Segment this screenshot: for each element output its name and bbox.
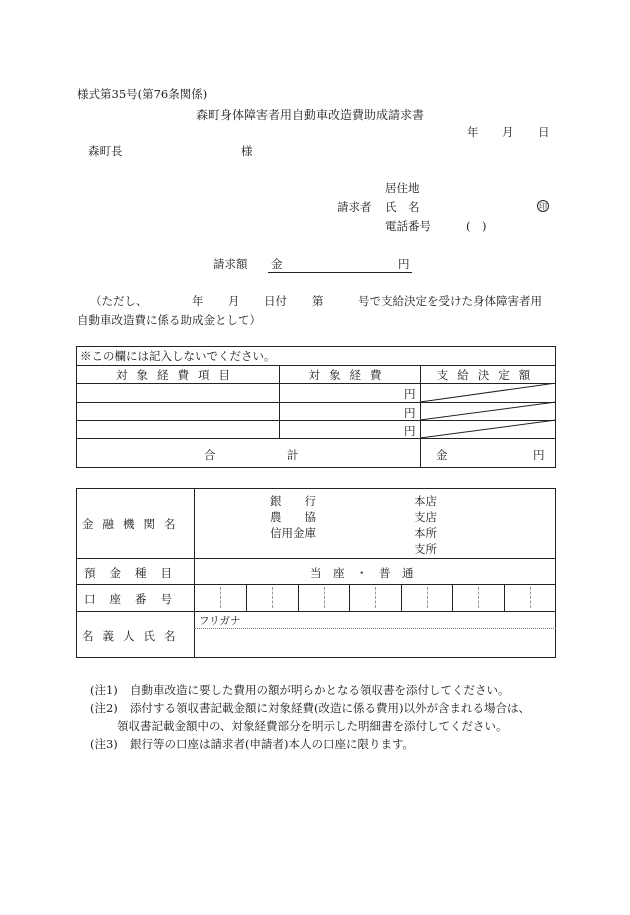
note-tag: (注1): [90, 683, 118, 697]
note-month: 月: [228, 294, 240, 308]
deposit-label: 預金種目: [84, 566, 186, 580]
bank-option: 銀 行: [270, 494, 316, 508]
note-tag: (注3): [90, 737, 118, 751]
row2-yen: 円: [404, 406, 416, 420]
col-item-header: 対象経費項目: [116, 368, 239, 382]
furigana-label: フリガナ: [199, 615, 241, 627]
page-title: 森町身体障害者用自動車改造費助成請求書: [196, 108, 425, 122]
row3-yen: 円: [404, 424, 416, 438]
note-year: 年: [192, 294, 204, 308]
total-unit: 円: [533, 448, 545, 462]
date-year-label: 年: [467, 125, 479, 139]
institution-label: 金融機関名: [82, 517, 185, 531]
head-office-option: 本店: [414, 494, 437, 508]
note-open: （ただし、: [90, 294, 148, 308]
note-text: 添付する領収書記載金額に対象経費(改造に係る費用)以外が含まれる場合は、: [130, 701, 530, 715]
claim-underline: [268, 272, 412, 273]
note-line2: 自動車改造費に係る助成金として）: [77, 313, 261, 327]
total-label-2: 計: [287, 448, 299, 462]
requester-label: 請求者: [337, 200, 372, 214]
credit-option: 信用金庫: [270, 526, 316, 540]
claim-label: 請求額: [213, 257, 248, 271]
name-label: 氏 名: [385, 200, 420, 214]
col-cost-header: 対象経費: [308, 368, 391, 382]
agri-option: 農 協: [270, 510, 316, 524]
note-number-prefix: 第: [312, 294, 324, 308]
total-label-1: 合: [204, 448, 216, 462]
date-day-label: 日: [538, 125, 550, 139]
main-office-option: 本所: [414, 526, 437, 540]
addressee: 森町長: [88, 144, 123, 158]
row1-yen: 円: [404, 387, 416, 401]
decision-diagonal-lines: [420, 383, 556, 438]
account-label: 口座番号: [84, 592, 186, 606]
phone-label: 電話番号: [385, 219, 431, 233]
furigana-divider: [194, 628, 556, 629]
col-decision-header: 支給決定額: [436, 368, 540, 382]
note-line1-tail: 号で支給決定を受けた身体障害者用: [358, 294, 542, 308]
date-month-label: 月: [502, 125, 514, 139]
note-day: 日付: [264, 294, 287, 308]
expense-notice: ※この欄には記入しないでください。: [80, 349, 276, 363]
form-number: 様式第35号(第76条関係): [77, 87, 208, 101]
note-text: 自動車改造に要した費用の額が明らかとなる領収書を添付してください。: [130, 683, 510, 697]
honorific: 様: [241, 144, 253, 158]
holder-label: 名義人氏名: [82, 629, 185, 643]
claim-unit: 円: [398, 257, 410, 271]
note-text: 領収書記載金額中の、対象経費部分を明示した明細書を添付してください。: [117, 719, 508, 733]
sub-office-option: 支所: [414, 542, 437, 556]
seal-mark: 印: [539, 202, 547, 211]
phone-parens: ( ): [466, 219, 487, 233]
address-label: 居住地: [385, 181, 420, 195]
note-tag: (注2): [90, 701, 118, 715]
claim-prefix: 金: [271, 257, 283, 271]
total-prefix: 金: [436, 448, 448, 462]
branch-option: 支店: [414, 510, 437, 524]
deposit-options: 当 座 ・ 普 通: [310, 566, 414, 580]
note-text: 銀行等の口座は請求者(申請者)本人の口座に限ります。: [130, 737, 415, 751]
